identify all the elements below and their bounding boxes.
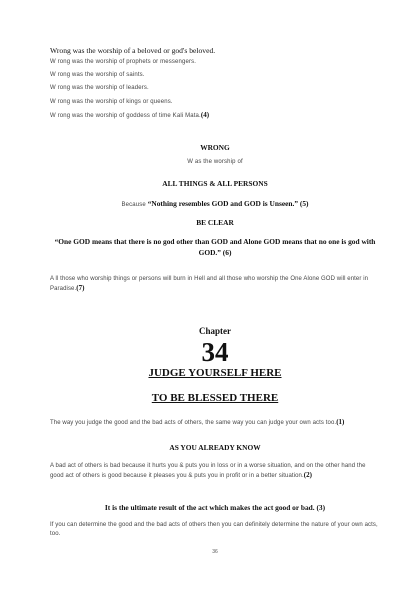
- because-line: [50, 199, 380, 210]
- p2-text: A bad act of others is bad because it hurts you & puts you in loss or in a worse situation, and on the other hand the good act of others is good because it pleases you & puts you in profit or in a better situation.: [50, 463, 366, 480]
- intro-ref: (4): [200, 111, 210, 119]
- p1-text: The way you judge the good and the bad acts of others, the same way you can judge your own acts too.: [50, 420, 337, 426]
- chapter-title-2: TO BE BLESSED THERE: [151, 392, 279, 404]
- clear-quote: “One GOD means that there is no god other than GOD and Alone GOD means that no one is god with GOD.” (6): [54, 237, 376, 257]
- intro-line: W rong was the worship of kings or queens.: [50, 99, 173, 105]
- already-know-heading: AS YOU ALREADY KNOW: [169, 443, 261, 452]
- ultimate-result-heading: It is the ultimate result of the act which makes the act good or bad. (3): [104, 503, 326, 512]
- p2-ref: (2): [303, 471, 312, 480]
- because-prefix: Because: [121, 202, 148, 208]
- intro-line: W rong was the worship of saints.: [50, 72, 145, 78]
- p1-ref: (1): [336, 418, 345, 426]
- page-number: 36: [212, 549, 218, 555]
- burn-ref: (7): [76, 284, 85, 293]
- wrong-line: W as the worship of: [187, 159, 243, 165]
- burn-paragraph: [50, 275, 380, 294]
- chapter-label: Chapter: [199, 326, 231, 336]
- intro-line: W rong was the worship of prophets or messengers.: [50, 59, 197, 65]
- intro-first-line: Wrong was the worship of a beloved or god's beloved.: [50, 46, 216, 55]
- body-paragraph-2: [50, 462, 380, 481]
- intro-line-last: [50, 110, 380, 121]
- body-paragraph-1: [50, 418, 380, 428]
- wrong-heading: WRONG: [200, 143, 230, 152]
- chapter-title-1: JUDGE YOURSELF HERE: [148, 367, 282, 379]
- all-things-heading: ALL THINGS & ALL PERSONS: [162, 179, 268, 188]
- burn-text: A ll those who worship things or persons will burn in Hell and all those who worship the One Alone GOD will enter in Paradise.: [50, 276, 369, 293]
- body-paragraph-3: If you can determine the good and the bad acts of others then you can definitely determine the nature of your own acts, too.: [50, 522, 378, 538]
- intro-line: W rong was the worship of leaders.: [50, 85, 149, 91]
- chapter-number: 34: [201, 337, 229, 367]
- intro-line-text: W rong was the worship of goddess of time Kali Mata.: [50, 113, 201, 119]
- because-quote: “Nothing resembles GOD and GOD is Unseen.” (5): [147, 199, 309, 208]
- be-clear-heading: BE CLEAR: [196, 218, 234, 227]
